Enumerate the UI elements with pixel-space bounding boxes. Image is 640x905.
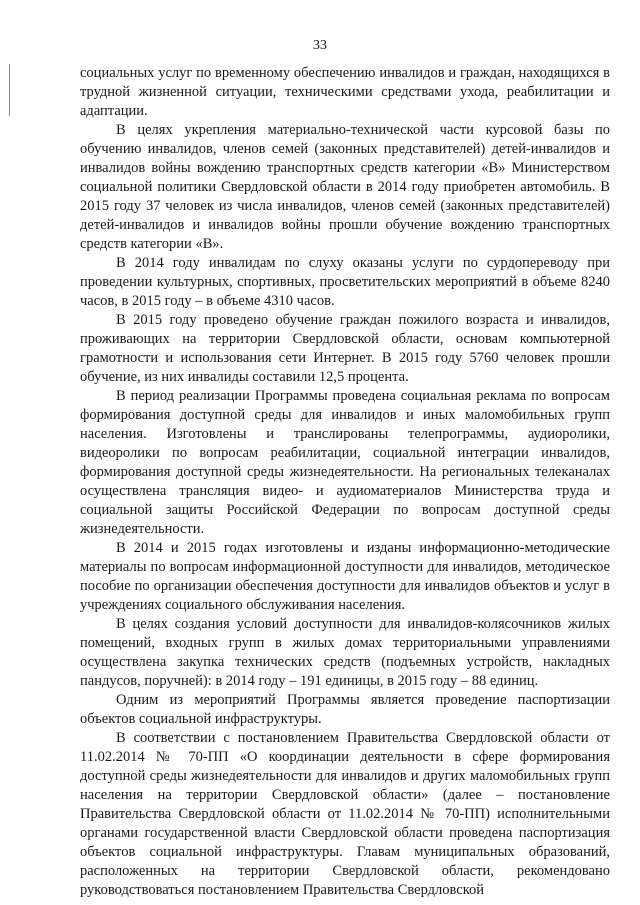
paragraph-government-resolution: В соответствии с постановлением Правительства Свердловской области от 11.02.2014 № 70-ПП «О координации деятельности в сфере формирования доступной среды жизнедеятельности для инвалидов и других маломобильных групп населения на территории Свердловской области» (далее – постановление Правительства Свердловской области от 11.02.2014 № 70-ПП) исполнительными органами государственной власти Свердловской области проведена паспортизация объектов социальной инфраструктуры. Главам муниципальных образований, расположенных на территории Свердловской области, рекомендовано руководствоваться постановлением Правительства Свердловской <box>80 730 610 898</box>
paragraph-sign-language: В 2014 году инвалидам по слуху оказаны услуги по сурдопереводу при проведении культурных, спортивных, просветительских мероприятий в объеме 8240 часов, в 2015 году – в объеме 4310 часов. <box>80 255 610 309</box>
paragraph-social-advertising: В период реализации Программы проведена социальная реклама по вопросам формирования доступной среды для инвалидов и иных маломобильных групп населения. Изготовлены и транслированы телепрограммы, аудиоролики, видеоролики по вопросам реабилитации, социальной интеграции инвалидов, формирования доступной среды жизнедеятельности. На региональных телеканалах осуществлена трансляция видео- и аудиоматериалов Министерства труда и социальной защиты Российской Федерации по вопросам доступной среды жизнедеятельности. <box>80 388 610 537</box>
page-number: 33 <box>313 38 327 53</box>
paragraph-computer-literacy: В 2015 году проведено обучение граждан пожилого возраста и инвалидов, проживающих на территории Свердловской области, основам компьютерной грамотности и использования сети Интернет. В 2015 году 5760 человек прошли обучение, из них инвалиды составили 12,5 процента. <box>80 312 610 385</box>
paragraph-methodical-materials: В 2014 и 2015 годах изготовлены и изданы информационно-методические материалы по вопросам информационной доступности для инвалидов, методическое пособие по организации обеспечения доступности для инвалидов объектов и услуг в учреждениях социального обслуживания населения. <box>80 540 610 613</box>
paragraph-continuation: социальных услуг по временному обеспечению инвалидов и граждан, находящихся в трудной жизненной ситуации, техническими средствами ухода, реабилитации и адаптации. <box>80 65 610 119</box>
document-body <box>80 64 610 900</box>
paragraph-passportization: Одним из мероприятий Программы является проведение паспортизации объектов социальной инфраструктуры. <box>80 692 610 727</box>
paragraph-driving-training: В целях укрепления материально-технической части курсовой базы по обучению инвалидов, членов семей (законных представителей) детей-инвалидов и инвалидов войны вождению транспортных средств категории «В» Министерством социальной политики Свердловской области в 2014 году приобретен автомобиль. В 2015 году 37 человек из числа инвалидов, членов семей (законных представителей) детей-инвалидов и инвалидов войны прошли обучение вождению транспортных средств категории «В». <box>80 122 610 252</box>
paragraph-wheelchair-access: В целях создания условий доступности для инвалидов-колясочников жилых помещений, входных групп в жилых домах территориальными управлениями осуществлена закупка технических средств (подъемных устройств, накладных пандусов, поручней): в 2014 году – 191 единицы, в 2015 году – 88 единиц. <box>80 616 610 689</box>
left-margin-rule <box>9 64 10 116</box>
